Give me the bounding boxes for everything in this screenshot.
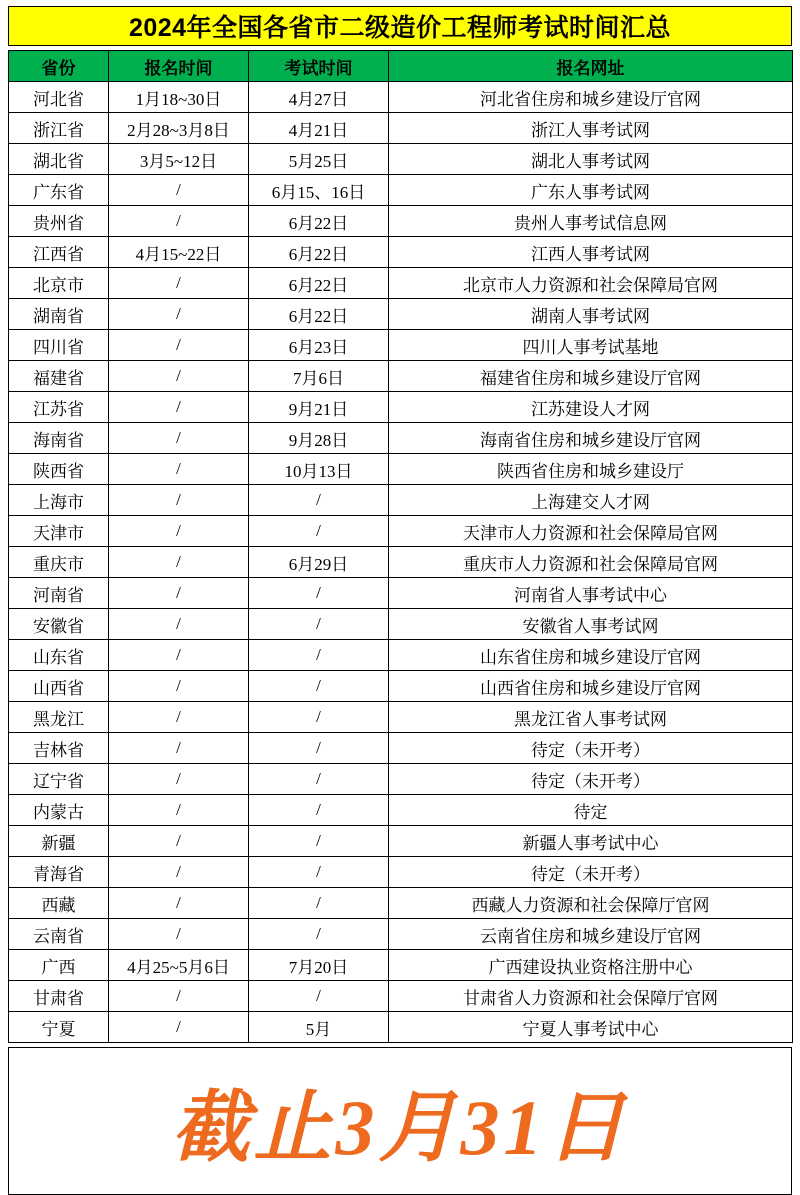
cell-province: 四川省 xyxy=(9,330,109,361)
cell-signup-time: / xyxy=(109,206,249,237)
cell-exam-time: 9月21日 xyxy=(249,392,389,423)
cell-exam-time: / xyxy=(249,640,389,671)
cell-signup-time: / xyxy=(109,609,249,640)
table-row xyxy=(9,237,793,268)
cell-signup-website: 天津市人力资源和社会保障局官网 xyxy=(389,516,793,547)
cell-signup-website: 上海建交人才网 xyxy=(389,485,793,516)
cell-exam-time: 6月23日 xyxy=(249,330,389,361)
cell-province: 湖北省 xyxy=(9,144,109,175)
cell-signup-website: 四川人事考试基地 xyxy=(389,330,793,361)
column-header-signup-time: 报名时间 xyxy=(109,51,249,82)
cell-exam-time: 6月22日 xyxy=(249,268,389,299)
document-title-banner xyxy=(8,6,792,46)
cell-exam-time: 6月29日 xyxy=(249,547,389,578)
cell-exam-time: / xyxy=(249,516,389,547)
table-row xyxy=(9,175,793,206)
cell-signup-time: 4月15~22日 xyxy=(109,237,249,268)
cell-signup-website: 甘肃省人力资源和社会保障厅官网 xyxy=(389,981,793,1012)
cell-province: 陕西省 xyxy=(9,454,109,485)
cell-exam-time: / xyxy=(249,671,389,702)
cell-signup-time: / xyxy=(109,175,249,206)
table-header-row xyxy=(9,51,793,82)
cell-signup-time: 1月18~30日 xyxy=(109,82,249,113)
deadline-banner xyxy=(8,1047,792,1195)
table-body xyxy=(9,82,793,1043)
cell-signup-website: 待定（未开考） xyxy=(389,733,793,764)
cell-exam-time: / xyxy=(249,919,389,950)
cell-signup-time: / xyxy=(109,671,249,702)
cell-exam-time: 5月25日 xyxy=(249,144,389,175)
cell-signup-time: / xyxy=(109,981,249,1012)
cell-province: 天津市 xyxy=(9,516,109,547)
cell-signup-time: / xyxy=(109,702,249,733)
cell-signup-website: 黑龙江省人事考试网 xyxy=(389,702,793,733)
cell-signup-website: 待定 xyxy=(389,795,793,826)
cell-signup-website: 山西省住房和城乡建设厅官网 xyxy=(389,671,793,702)
cell-signup-website: 待定（未开考） xyxy=(389,857,793,888)
cell-exam-time: 4月27日 xyxy=(249,82,389,113)
table-row xyxy=(9,113,793,144)
cell-exam-time: / xyxy=(249,702,389,733)
cell-signup-time: / xyxy=(109,857,249,888)
cell-signup-website: 云南省住房和城乡建设厅官网 xyxy=(389,919,793,950)
cell-exam-time: 6月22日 xyxy=(249,299,389,330)
table-row xyxy=(9,826,793,857)
cell-exam-time: 7月6日 xyxy=(249,361,389,392)
table-row xyxy=(9,454,793,485)
cell-signup-website: 海南省住房和城乡建设厅官网 xyxy=(389,423,793,454)
cell-signup-time: / xyxy=(109,392,249,423)
cell-signup-website: 安徽省人事考试网 xyxy=(389,609,793,640)
cell-signup-website: 宁夏人事考试中心 xyxy=(389,1012,793,1043)
cell-exam-time: 6月22日 xyxy=(249,206,389,237)
cell-exam-time: 5月 xyxy=(249,1012,389,1043)
cell-signup-time: / xyxy=(109,423,249,454)
cell-province: 甘肃省 xyxy=(9,981,109,1012)
cell-province: 北京市 xyxy=(9,268,109,299)
table-row xyxy=(9,888,793,919)
table-row xyxy=(9,981,793,1012)
table-row xyxy=(9,361,793,392)
cell-province: 贵州省 xyxy=(9,206,109,237)
cell-province: 新疆 xyxy=(9,826,109,857)
cell-signup-time: / xyxy=(109,268,249,299)
table-row xyxy=(9,423,793,454)
cell-exam-time: / xyxy=(249,857,389,888)
cell-province: 河北省 xyxy=(9,82,109,113)
table-row xyxy=(9,671,793,702)
cell-signup-website: 陕西省住房和城乡建设厅 xyxy=(389,454,793,485)
deadline-text: 截止3月31日 xyxy=(171,1084,629,1171)
cell-signup-time: / xyxy=(109,547,249,578)
cell-province: 黑龙江 xyxy=(9,702,109,733)
table-row xyxy=(9,547,793,578)
cell-province: 青海省 xyxy=(9,857,109,888)
cell-signup-time: / xyxy=(109,826,249,857)
cell-signup-time: / xyxy=(109,764,249,795)
cell-signup-website: 湖北人事考试网 xyxy=(389,144,793,175)
table-row xyxy=(9,330,793,361)
cell-signup-website: 贵州人事考试信息网 xyxy=(389,206,793,237)
cell-exam-time: / xyxy=(249,888,389,919)
cell-signup-time: 4月25~5月6日 xyxy=(109,950,249,981)
cell-signup-time: / xyxy=(109,516,249,547)
cell-province: 山东省 xyxy=(9,640,109,671)
cell-exam-time: 6月15、16日 xyxy=(249,175,389,206)
cell-exam-time: / xyxy=(249,485,389,516)
cell-province: 宁夏 xyxy=(9,1012,109,1043)
table-row xyxy=(9,919,793,950)
cell-signup-time: / xyxy=(109,361,249,392)
table-header xyxy=(9,51,793,82)
cell-province: 江苏省 xyxy=(9,392,109,423)
cell-exam-time: 7月20日 xyxy=(249,950,389,981)
table-row xyxy=(9,1012,793,1043)
table-row xyxy=(9,950,793,981)
cell-exam-time: / xyxy=(249,764,389,795)
cell-signup-website: 浙江人事考试网 xyxy=(389,113,793,144)
cell-signup-website: 河南省人事考试中心 xyxy=(389,578,793,609)
cell-exam-time: 6月22日 xyxy=(249,237,389,268)
cell-exam-time: / xyxy=(249,578,389,609)
cell-signup-time: / xyxy=(109,299,249,330)
cell-signup-website: 待定（未开考） xyxy=(389,764,793,795)
cell-province: 广东省 xyxy=(9,175,109,206)
cell-province: 福建省 xyxy=(9,361,109,392)
cell-province: 吉林省 xyxy=(9,733,109,764)
column-header-exam-time: 考试时间 xyxy=(249,51,389,82)
cell-province: 西藏 xyxy=(9,888,109,919)
cell-province: 安徽省 xyxy=(9,609,109,640)
table-row xyxy=(9,578,793,609)
cell-province: 海南省 xyxy=(9,423,109,454)
cell-signup-website: 河北省住房和城乡建设厅官网 xyxy=(389,82,793,113)
cell-exam-time: 10月13日 xyxy=(249,454,389,485)
cell-signup-time: / xyxy=(109,1012,249,1043)
cell-exam-time: / xyxy=(249,826,389,857)
cell-signup-time: / xyxy=(109,640,249,671)
table-row xyxy=(9,485,793,516)
cell-exam-time: / xyxy=(249,609,389,640)
cell-province: 云南省 xyxy=(9,919,109,950)
table-row xyxy=(9,268,793,299)
cell-province: 上海市 xyxy=(9,485,109,516)
cell-province: 重庆市 xyxy=(9,547,109,578)
column-header-signup-website: 报名网址 xyxy=(389,51,793,82)
cell-signup-time: / xyxy=(109,795,249,826)
cell-signup-time: / xyxy=(109,330,249,361)
cell-signup-website: 重庆市人力资源和社会保障局官网 xyxy=(389,547,793,578)
column-header-province: 省份 xyxy=(9,51,109,82)
cell-province: 湖南省 xyxy=(9,299,109,330)
cell-signup-website: 江苏建设人才网 xyxy=(389,392,793,423)
cell-province: 山西省 xyxy=(9,671,109,702)
cell-signup-website: 广东人事考试网 xyxy=(389,175,793,206)
cell-province: 广西 xyxy=(9,950,109,981)
cell-signup-time: / xyxy=(109,485,249,516)
cell-province: 浙江省 xyxy=(9,113,109,144)
table-row xyxy=(9,516,793,547)
cell-signup-time: / xyxy=(109,454,249,485)
table-row xyxy=(9,764,793,795)
cell-signup-website: 西藏人力资源和社会保障厅官网 xyxy=(389,888,793,919)
table-row xyxy=(9,299,793,330)
exam-schedule-table xyxy=(8,50,793,1043)
page-title: 2024年全国各省市二级造价工程师考试时间汇总 xyxy=(128,14,672,42)
cell-signup-website: 江西人事考试网 xyxy=(389,237,793,268)
cell-exam-time: / xyxy=(249,733,389,764)
table-row xyxy=(9,640,793,671)
cell-province: 内蒙古 xyxy=(9,795,109,826)
cell-signup-website: 新疆人事考试中心 xyxy=(389,826,793,857)
cell-exam-time: / xyxy=(249,981,389,1012)
cell-signup-website: 北京市人力资源和社会保障局官网 xyxy=(389,268,793,299)
cell-signup-time: 3月5~12日 xyxy=(109,144,249,175)
table-row xyxy=(9,206,793,237)
table-row xyxy=(9,144,793,175)
cell-signup-time: 2月28~3月8日 xyxy=(109,113,249,144)
table-row xyxy=(9,392,793,423)
cell-signup-time: / xyxy=(109,578,249,609)
table-row xyxy=(9,795,793,826)
cell-signup-time: / xyxy=(109,919,249,950)
table-row xyxy=(9,702,793,733)
cell-signup-website: 山东省住房和城乡建设厅官网 xyxy=(389,640,793,671)
cell-signup-time: / xyxy=(109,733,249,764)
table-row xyxy=(9,733,793,764)
cell-signup-time: / xyxy=(109,888,249,919)
table-row xyxy=(9,857,793,888)
cell-signup-website: 广西建设执业资格注册中心 xyxy=(389,950,793,981)
cell-signup-website: 福建省住房和城乡建设厅官网 xyxy=(389,361,793,392)
cell-exam-time: / xyxy=(249,795,389,826)
table-row xyxy=(9,82,793,113)
cell-province: 江西省 xyxy=(9,237,109,268)
cell-exam-time: 9月28日 xyxy=(249,423,389,454)
cell-province: 辽宁省 xyxy=(9,764,109,795)
cell-signup-website: 湖南人事考试网 xyxy=(389,299,793,330)
cell-province: 河南省 xyxy=(9,578,109,609)
table-row xyxy=(9,609,793,640)
cell-exam-time: 4月21日 xyxy=(249,113,389,144)
